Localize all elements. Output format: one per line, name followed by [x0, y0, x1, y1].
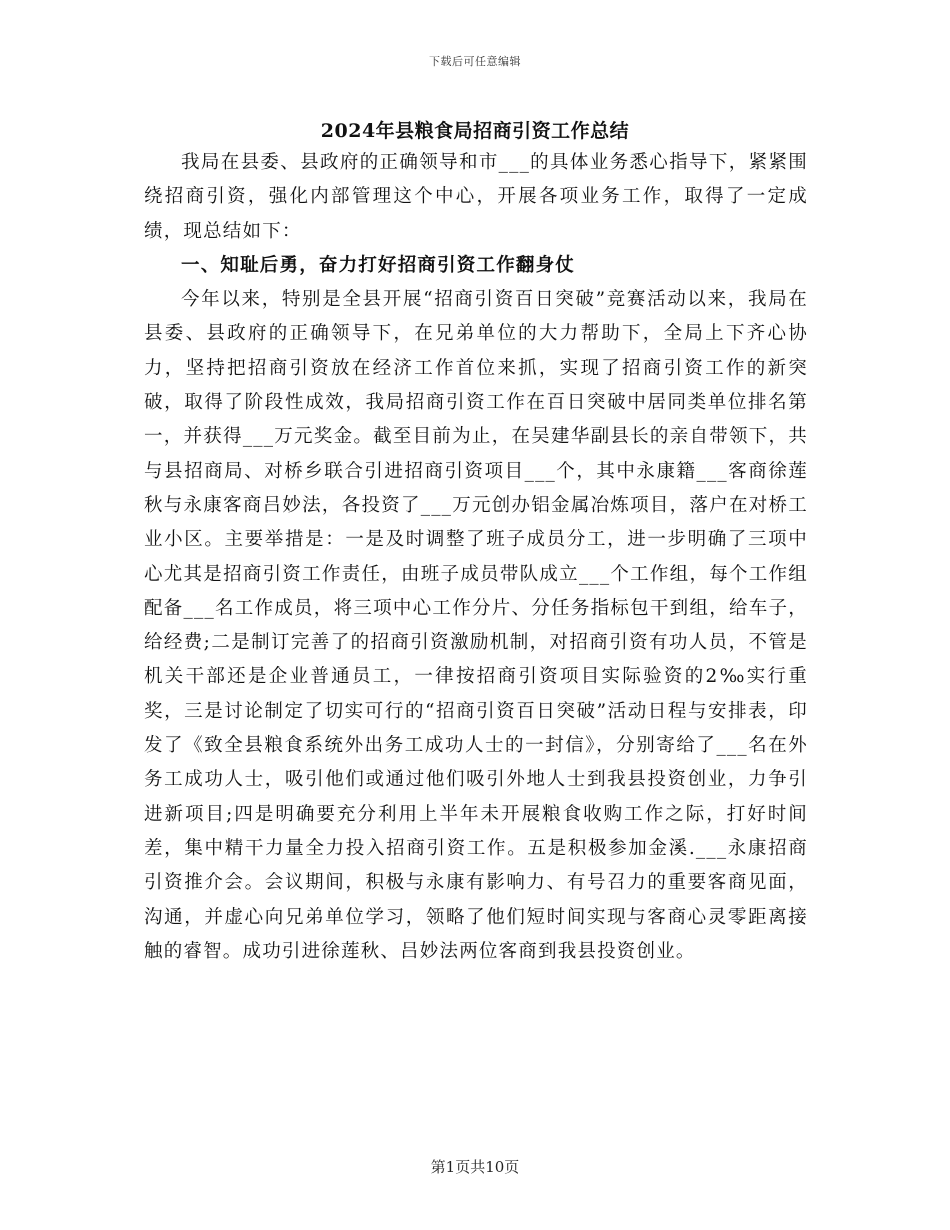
- section-heading: 一、知耻后勇，奋力打好招商引资工作翻身仗: [181, 254, 576, 276]
- document-title: 2024年县粮食局招商引资工作总结: [320, 120, 630, 142]
- intro-paragraph: 我局在县委、县政府的正确领导和市___的具体业务悉心指导下，紧紧围绕招商引资，强化内部管理这个中心，开展各项业务工作，取得了一定成绩，现总结如下：: [144, 152, 808, 242]
- page-number: 第1页共10页: [430, 1158, 520, 1176]
- section-paragraph: 今年以来，特别是全县开展“招商引资百日突破”竞赛活动以来，我局在县委、县政府的正确领导下，在兄弟单位的大力帮助下，全局上下齐心协力，坚持把招商引资放在经济工作首位来抓，实现了招商引资工作的新突破，取得了阶段性成效，我局招商引资工作在百日突破中居同类单位排名第一，并获得___万元奖金。截至目前为止，在吴建华副县长的亲自带领下，共与县招商局、对桥乡联合引进招商引资项目___个，其中永康籍___客商徐莲秋与永康客商吕妙法，各投资了___万元创办铝金属冶炼项目，落户在对桥工业小区。主要举措是：一是及时调整了班子成员分工，进一步明确了三项中心尤其是招商引资工作责任，由班子成员带队成立___个工作组，每个工作组配备___名工作成员，将三项中心工作分片、分任务指标包干到组，给车子，给经费;二是制订完善了的招商引资激励机制，对招商引资有功人员，不管是机关干部还是企业普通员工，一律按招商引资项目实际验资的2‰实行重奖，三是讨论制定了切实可行的“招商引资百日突破”活动日程与安排表，印发了《致全县粮食系统外出务工成功人士的一封信》，分别寄给了___名在外务工成功人士，吸引他们或通过他们吸引外地人士到我县投资创业，力争引进新项目;四是明确要充分利用上半年未开展粮食收购工作之际，打好时间差，集中精干力量全力投入招商引资工作。五是积极参加金溪.___永康招商引资推介会。会议期间，积极与永康有影响力、有号召力的重要客商见面，沟通，并虚心向兄弟单位学习，领略了他们短时间实现与客商心灵零距离接触的睿智。成功引进徐莲秋、吕妙法两位客商到我县投资创业。: [144, 289, 808, 962]
- page-header-note: 下载后可任意编辑: [429, 55, 521, 68]
- document-body: [144, 146, 808, 969]
